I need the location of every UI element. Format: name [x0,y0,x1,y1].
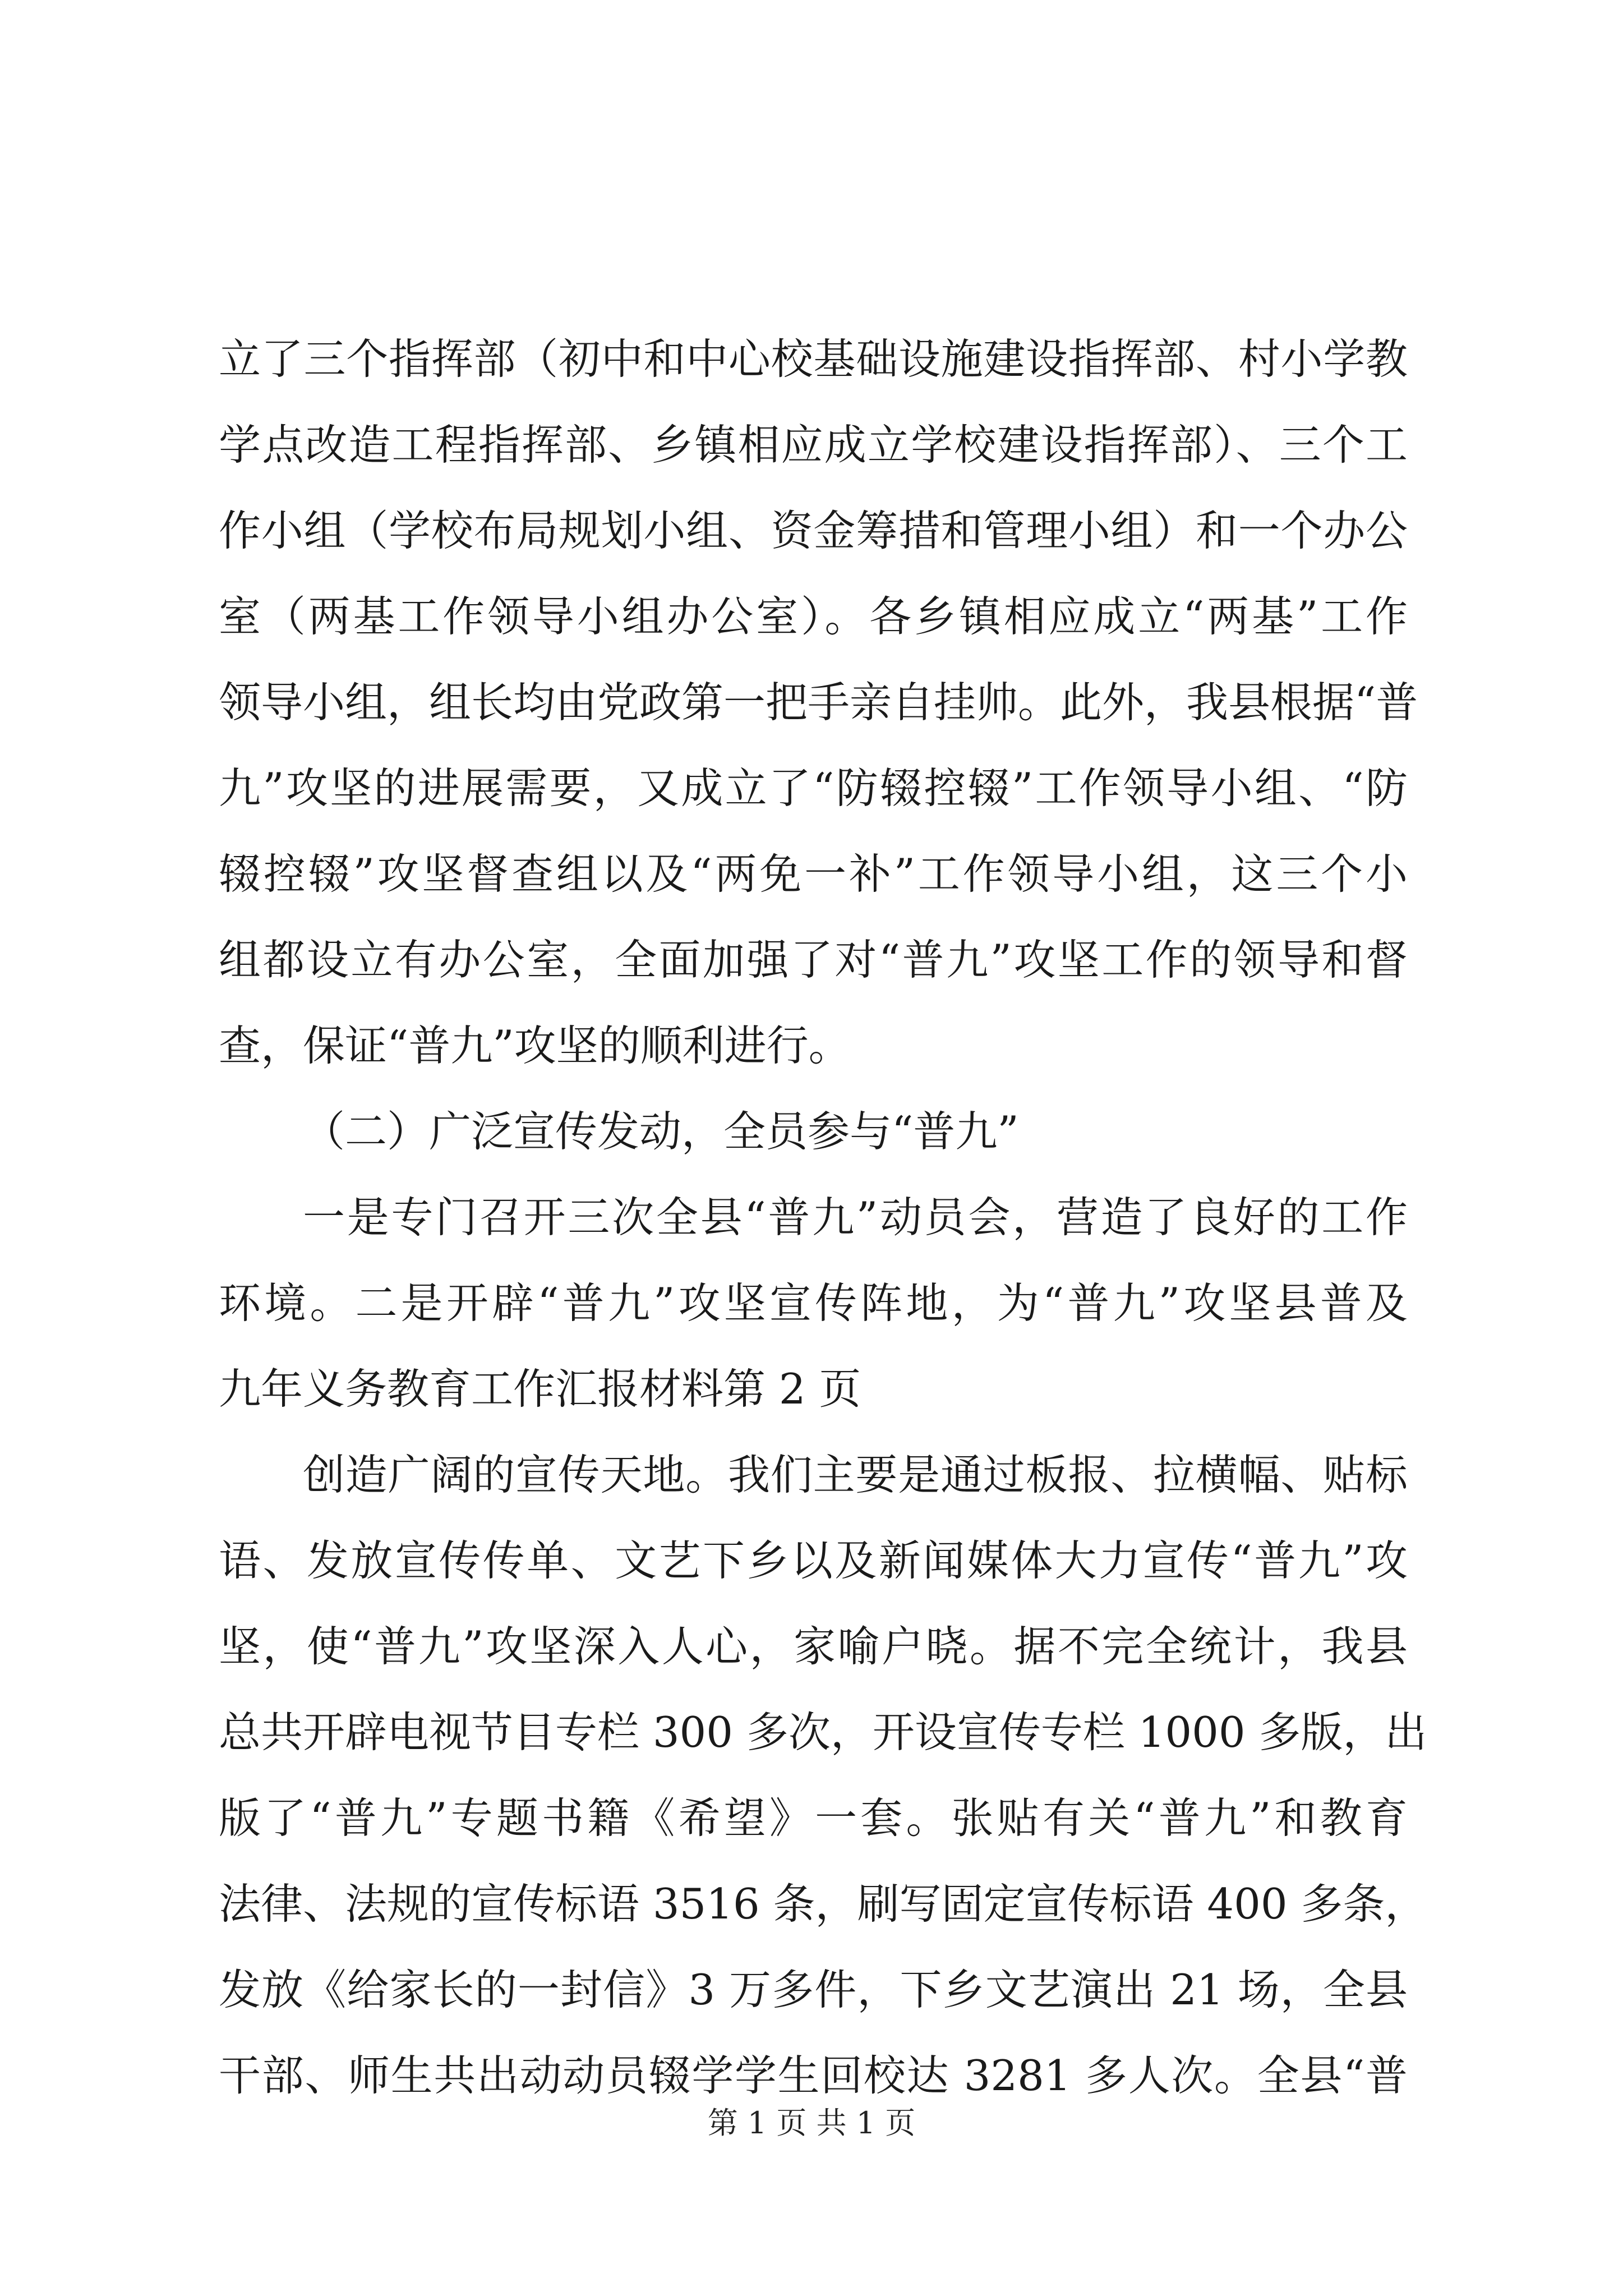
body-line-20: 发放《给家长的一封信》3 万多件，下乡文艺演出 21 场，全县 [219,1965,1408,2014]
body-line-7: 辍控辍”攻坚督查组以及“两免一补”工作领导小组，这三个小 [219,849,1408,899]
body-line-9: 查，保证“普九”攻坚的顺利进行。 [219,1021,851,1070]
body-line-13: 九年义务教育工作汇报材料第 2 页 [219,1364,861,1414]
body-line-17: 总共开辟电视节目专栏 300 多次，开设宣传专栏 1000 多版，出 [219,1708,1427,1757]
body-line-6: 九”攻坚的进展需要，又成立了“防辍控辍”工作领导小组、“防 [219,763,1408,813]
body-line-2: 学点改造工程指挥部、乡镇相应成立学校建设指挥部）、三个工 [219,420,1408,470]
body-line-21: 干部、师生共出动动员辍学学生回校达 3281 多人次。全县“普 [219,2051,1408,2100]
body-line-11: 一是专门召开三次全县“普九”动员会，营造了良好的工作 [303,1193,1408,1242]
body-line-18: 版了“普九”专题书籍《希望》一套。张贴有关“普九”和教育 [219,1793,1408,1843]
body-line-14: 创造广阔的宣传天地。我们主要是通过板报、拉横幅、贴标 [303,1450,1408,1499]
body-line-12: 环境。二是开辟“普九”攻坚宣传阵地，为“普九”攻坚县普及 [219,1278,1408,1328]
body-line-8: 组都设立有办公室，全面加强了对“普九”攻坚工作的领导和督 [219,935,1408,984]
section-heading: （二）广泛宣传发动，全员参与“普九” [303,1107,1019,1156]
page-footer: 第 1 页 共 1 页 [707,2105,916,2141]
body-line-19: 法律、法规的宣传标语 3516 条，刷写固定宣传标语 400 多条， [219,1879,1427,1929]
body-line-1: 立了三个指挥部（初中和中心校基础设施建设指挥部、村小学教 [219,334,1408,384]
body-line-5: 领导小组，组长均由党政第一把手亲自挂帅。此外，我县根据“普 [219,678,1418,727]
body-line-4: 室（两基工作领导小组办公室）。各乡镇相应成立“两基”工作 [219,592,1408,641]
body-line-3: 作小组（学校布局规划小组、资金筹措和管理小组）和一个办公 [219,506,1408,555]
body-line-15: 语、发放宣传传单、文艺下乡以及新闻媒体大力宣传“普九”攻 [219,1536,1408,1585]
body-line-16: 坚，使“普九”攻坚深入人心，家喻户晓。据不完全统计，我县 [219,1622,1408,1671]
